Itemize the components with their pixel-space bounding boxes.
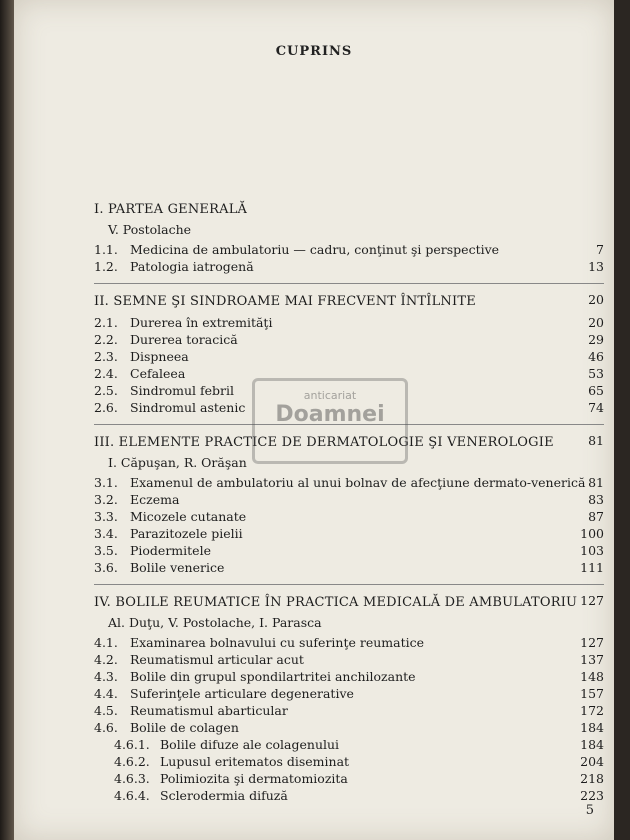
toc-entry [94, 559, 604, 576]
toc-entry [94, 314, 604, 331]
entry-title: Bolile din grupul spondilartritei anchilozante [130, 669, 416, 684]
entry-page: 184 [580, 737, 604, 752]
entry-title: Sclerodermia difuză [160, 788, 288, 803]
entry-page: 83 [588, 492, 604, 507]
entry-title: Examinarea bolnavului cu suferinţe reumatice [130, 635, 425, 650]
entry-page: 53 [588, 366, 604, 381]
toc-entry [94, 668, 604, 685]
entry-number: 2.3. [94, 349, 118, 364]
entry-number: 3.4. [94, 526, 118, 541]
entry-title: Patologia iatrogenă [130, 259, 254, 274]
entry-title: Bolile difuze ale colagenului [160, 737, 340, 752]
entry-title: Durerea în extremităţi [130, 315, 273, 330]
entry-page: 157 [580, 686, 604, 701]
section-authors: I. Căpuşan, R. Orăşan [108, 455, 247, 470]
section-authors: V. Postolache [108, 222, 192, 237]
toc-entry [94, 348, 604, 365]
entry-page: 184 [580, 720, 604, 735]
entry-title: Cefaleea [130, 366, 186, 381]
entry-title: Micozele cutanate [130, 509, 247, 524]
section-heading [94, 198, 604, 216]
entry-title: Reumatismul abarticular [130, 703, 288, 718]
toc-entry [94, 525, 604, 542]
entry-title: Examenul de ambulatoriu al unui bolnav de afecţiune dermato-venerică [130, 475, 586, 490]
entry-title: Bolile venerice [130, 560, 225, 575]
toc-entry [94, 719, 604, 736]
entry-page: 218 [580, 771, 604, 786]
watermark-small-text: anticariat [303, 389, 357, 402]
entry-number: 4.6.3. [114, 771, 150, 786]
section-divider [94, 584, 604, 585]
entry-number: 3.6. [94, 560, 118, 575]
toc-entry [94, 258, 604, 275]
entry-title: Piodermitele [130, 543, 211, 558]
section-authors: Al. Duţu, V. Postolache, I. Parasca [108, 615, 322, 630]
toc-entry [94, 736, 604, 753]
toc-entry [94, 634, 604, 651]
section-page: 81 [588, 433, 604, 448]
section-title: II. SEMNE ŞI SINDROAME MAI FRECVENT ÎNTÎLNITE [94, 294, 476, 309]
toc-entry [94, 651, 604, 668]
section-title: III. ELEMENTE PRACTICE DE DERMATOLOGIE ŞI VENEROLOGIE [94, 435, 554, 450]
entry-number: 3.3. [94, 509, 118, 524]
entry-page: 103 [580, 543, 604, 558]
entry-title: Bolile de colagen [130, 720, 239, 735]
entry-number: 3.2. [94, 492, 118, 507]
section-divider [94, 283, 604, 284]
toc-entry [94, 474, 604, 491]
entry-title: Parazitozele pielii [130, 526, 243, 541]
entry-page: 87 [588, 509, 604, 524]
toc-entry [94, 770, 604, 787]
entry-page: 13 [588, 259, 604, 274]
toc-entry [94, 702, 604, 719]
entry-number: 2.4. [94, 366, 118, 381]
entry-title: Polimiozita şi dermatomiozita [160, 771, 348, 786]
entry-title: Sindromul febril [130, 383, 234, 398]
entry-number: 3.5. [94, 543, 118, 558]
entry-page: 65 [588, 383, 604, 398]
entry-number: 3.1. [94, 475, 118, 490]
entry-title: Suferinţele articulare degenerative [130, 686, 354, 701]
section-page: 127 [580, 593, 604, 608]
entry-page: 204 [580, 754, 604, 769]
entry-title: Medicina de ambulatoriu — cadru, conţinut şi perspective [130, 242, 500, 257]
entry-page: 148 [580, 669, 604, 684]
entry-page: 20 [588, 315, 604, 330]
entry-title: Eczema [130, 492, 180, 507]
toc-entry [94, 508, 604, 525]
entry-number: 2.5. [94, 383, 118, 398]
table-of-contents [94, 198, 604, 804]
entry-number: 4.6.4. [114, 788, 150, 803]
entry-page: 100 [580, 526, 604, 541]
entry-number: 4.6.1. [114, 737, 150, 752]
entry-page: 137 [580, 652, 604, 667]
entry-number: 4.4. [94, 686, 118, 701]
entry-page: 127 [580, 635, 604, 650]
entry-page: 223 [580, 788, 604, 803]
section-heading [94, 591, 604, 609]
toc-entry [94, 241, 604, 258]
entry-title: Sindromul astenic [130, 400, 246, 415]
toc-entry [94, 787, 604, 804]
entry-number: 4.5. [94, 703, 118, 718]
entry-title: Reumatismul articular acut [130, 652, 304, 667]
toc-entry [94, 491, 604, 508]
entry-page: 7 [596, 242, 604, 257]
entry-title: Lupusul eritematos diseminat [160, 754, 350, 769]
entry-number: 4.1. [94, 635, 118, 650]
entry-page: 74 [588, 400, 604, 415]
entry-number: 4.6. [94, 720, 118, 735]
section-heading [94, 290, 604, 308]
toc-entry [94, 542, 604, 559]
entry-page: 172 [580, 703, 604, 718]
page-title: CUPRINS [275, 44, 353, 59]
watermark-big-text: Doamnei [275, 402, 385, 427]
entry-number: 4.6.2. [114, 754, 150, 769]
entry-title: Dispneea [130, 349, 189, 364]
entry-page: 46 [588, 349, 604, 364]
book-page [14, 0, 614, 840]
watermark-logo [252, 378, 408, 464]
toc-entry [94, 753, 604, 770]
page-number: 5 [585, 803, 594, 818]
section-title: IV. BOLILE REUMATICE ÎN PRACTICA MEDICALĂ DE AMBULATORIU [94, 595, 578, 610]
entry-title: Durerea toracică [130, 332, 238, 347]
entry-number: 1.1. [94, 242, 118, 257]
entry-number: 4.3. [94, 669, 118, 684]
entry-number: 2.1. [94, 315, 118, 330]
toc-entry [94, 331, 604, 348]
entry-number: 4.2. [94, 652, 118, 667]
entry-number: 1.2. [94, 259, 118, 274]
entry-number: 2.6. [94, 400, 118, 415]
section-title: I. PARTEA GENERALĂ [94, 202, 248, 217]
entry-page: 29 [588, 332, 604, 347]
entry-number: 2.2. [94, 332, 118, 347]
toc-entry [94, 685, 604, 702]
entry-page: 81 [588, 475, 604, 490]
section-page: 20 [588, 292, 604, 307]
entry-page: 111 [580, 560, 604, 575]
